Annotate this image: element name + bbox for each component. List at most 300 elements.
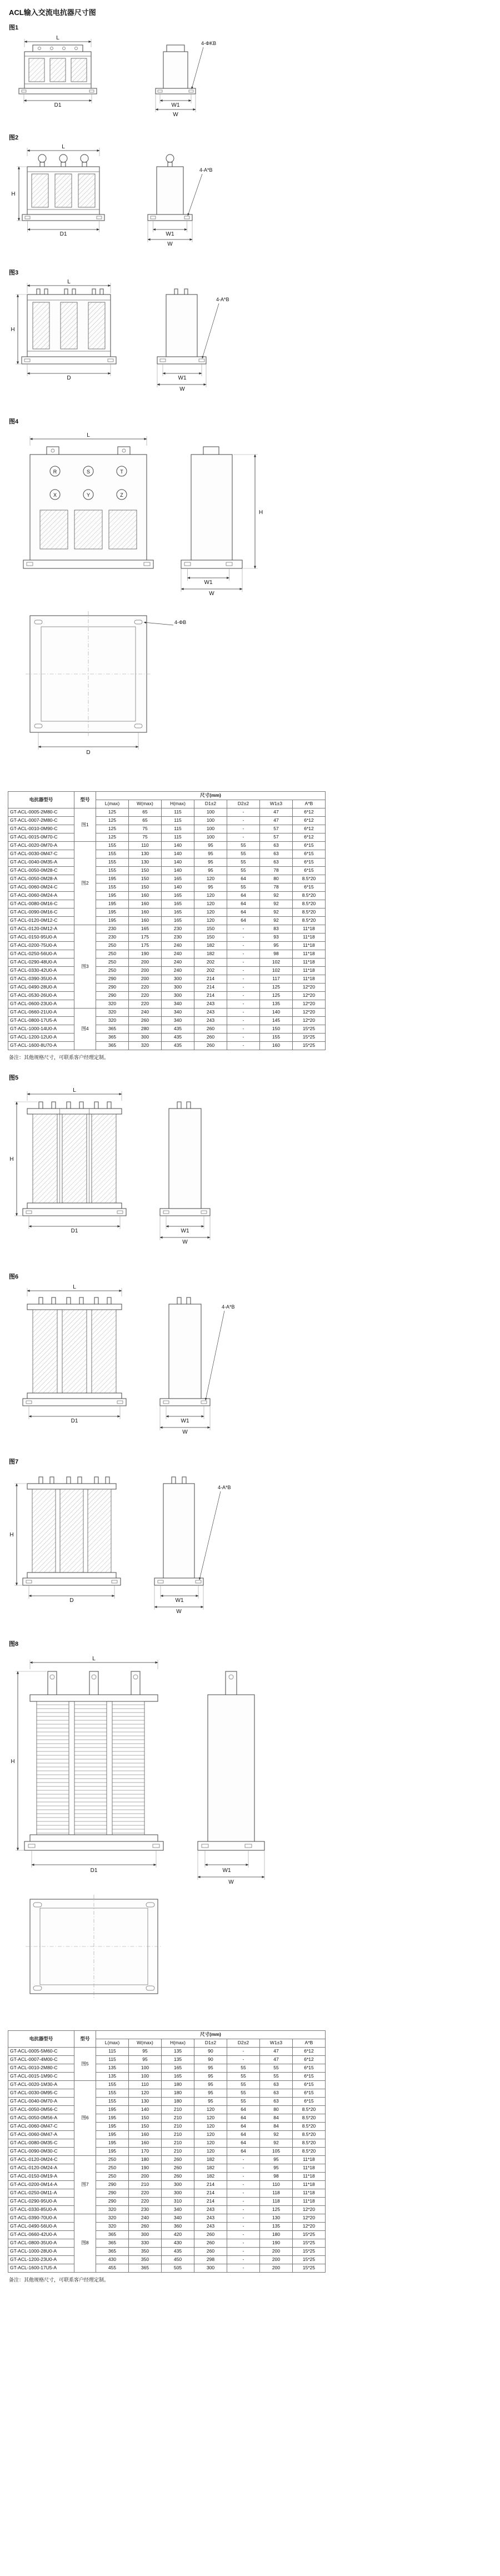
cell-dim: 8.5*20 <box>293 892 326 900</box>
cell-dim: 200 <box>129 2173 162 2181</box>
cell-dim: 150 <box>194 933 227 942</box>
cell-dim: 64 <box>227 892 260 900</box>
cell-model: GT-ACL-0390-35U0-A <box>8 975 74 984</box>
cell-dim: 250 <box>96 967 129 975</box>
table-row <box>8 2214 326 2223</box>
cell-dim: 240 <box>162 942 194 950</box>
table-row <box>8 2198 326 2206</box>
header-dims: 尺寸(mm) <box>96 792 326 800</box>
cell-dim: 64 <box>227 2114 260 2123</box>
cell-dim: 95 <box>194 883 227 892</box>
cell-dim: 250 <box>96 2156 129 2164</box>
cell-dim: - <box>227 933 260 942</box>
cell-dim: - <box>227 2248 260 2256</box>
cell-dim: 260 <box>194 1025 227 1034</box>
cell-dim: 155 <box>96 867 129 875</box>
cell-model: GT-ACL-0005-2M80-C <box>8 808 74 817</box>
cell-dim: - <box>227 2056 260 2064</box>
cell-dim: 47 <box>260 2048 293 2056</box>
cell-dim: - <box>227 2239 260 2248</box>
dim-label-top: L <box>67 279 71 285</box>
cell-dim: 210 <box>162 2131 194 2139</box>
cell-dim: 55 <box>227 2098 260 2106</box>
cell-dim: - <box>227 925 260 933</box>
cell-dim: 8.5*20 <box>293 2139 326 2148</box>
cell-dim: 15*25 <box>293 2248 326 2256</box>
dim-label-top: L <box>87 432 90 438</box>
table-row <box>8 2098 326 2106</box>
dim-label-w1: W1 <box>175 1597 184 1604</box>
cell-dim: 130 <box>129 2098 162 2106</box>
cell-model: GT-ACL-0080-0M16-C <box>8 900 74 908</box>
header-figure: 型号 <box>74 792 96 808</box>
cell-model: GT-ACL-0015-1M90-C <box>8 2073 74 2081</box>
cell-dim: 64 <box>227 2148 260 2156</box>
table-row <box>8 967 326 975</box>
cell-dim: 11*18 <box>293 2156 326 2164</box>
cell-model: GT-ACL-1600-8U70-A <box>8 1042 74 1050</box>
cell-model: GT-ACL-0020-1M30-A <box>8 2081 74 2089</box>
cell-dim: 250 <box>96 958 129 967</box>
table-row <box>8 2064 326 2073</box>
side-view <box>156 41 216 118</box>
cell-dim: 150 <box>129 2123 162 2131</box>
header-dim-col: D2±2 <box>227 2039 260 2048</box>
cell-dim: - <box>227 2264 260 2273</box>
cell-dim: 92 <box>260 908 293 917</box>
cell-dim: 200 <box>260 2256 293 2264</box>
table-row <box>8 892 326 900</box>
cell-dim: 230 <box>96 925 129 933</box>
cell-model: GT-ACL-0020-0M70-A <box>8 842 74 850</box>
cell-dim: 120 <box>194 900 227 908</box>
cell-dim: 64 <box>227 875 260 883</box>
cell-dim: 120 <box>129 2089 162 2098</box>
cell-model: GT-ACL-0390-70U0-A <box>8 2214 74 2223</box>
table-row <box>8 2256 326 2264</box>
cell-dim: 6*12 <box>293 808 326 817</box>
cell-dim: - <box>227 950 260 958</box>
cell-dim: 93 <box>260 933 293 942</box>
cell-figure: 图5 <box>74 2048 96 2081</box>
cell-dim: 290 <box>96 975 129 984</box>
figure-5-section <box>8 1073 500 1266</box>
table-row <box>8 808 326 817</box>
side-view <box>160 1297 235 1435</box>
cell-dim: 135 <box>260 1000 293 1009</box>
cell-dim: 195 <box>96 908 129 917</box>
terminal-label-s: S <box>86 469 91 475</box>
cell-dim: 210 <box>162 2139 194 2148</box>
cell-dim: 95 <box>194 858 227 867</box>
cell-dim: 64 <box>227 917 260 925</box>
cell-model: GT-ACL-0050-0M28-A <box>8 875 74 883</box>
cell-dim: 95 <box>194 2098 227 2106</box>
side-view <box>157 289 229 392</box>
cell-dim: 300 <box>162 2181 194 2189</box>
cell-model: GT-ACL-0040-0M70-A <box>8 2098 74 2106</box>
header-dim-col: W(max) <box>129 2039 162 2048</box>
table-row <box>8 2123 326 2131</box>
cell-dim: 100 <box>194 808 227 817</box>
cell-dim: 420 <box>162 2231 194 2239</box>
cell-dim: 365 <box>96 1025 129 1034</box>
table-row <box>8 2131 326 2139</box>
cell-dim: 505 <box>162 2264 194 2273</box>
dim-label-top: L <box>92 1656 96 1662</box>
front-view <box>9 1477 121 1604</box>
dim-label-left: H <box>11 1759 15 1765</box>
dim-label-left: H <box>11 327 15 333</box>
dim-label-right: H <box>259 510 263 516</box>
cell-dim: 365 <box>129 2264 162 2273</box>
cell-dim: 105 <box>260 2148 293 2156</box>
bottom-view <box>26 611 186 756</box>
cell-dim: 12*20 <box>293 2214 326 2223</box>
cell-dim: 165 <box>129 925 162 933</box>
header-dim-col: H(max) <box>162 2039 194 2048</box>
slot-note: 4-A*B <box>218 1485 231 1490</box>
cell-dim: 115 <box>162 833 194 842</box>
cell-model: GT-ACL-1600-17U5-A <box>8 2264 74 2273</box>
cell-dim: 190 <box>129 950 162 958</box>
cell-dim: 64 <box>227 2106 260 2114</box>
cell-model: GT-ACL-0050-0M56-C <box>8 2106 74 2114</box>
cell-dim: 260 <box>162 2164 194 2173</box>
cell-dim: 125 <box>96 825 129 833</box>
cell-model: GT-ACL-0030-0M95-C <box>8 2089 74 2098</box>
cell-dim: 118 <box>260 2198 293 2206</box>
cell-dim: 98 <box>260 950 293 958</box>
header-dim-col: L(max) <box>96 800 129 808</box>
side-view <box>154 1477 231 1615</box>
cell-dim: 115 <box>96 2056 129 2064</box>
cell-dim: 150 <box>129 867 162 875</box>
front-view <box>11 1656 163 1874</box>
cell-model: GT-ACL-0007-4M00-C <box>8 2056 74 2064</box>
cell-model: GT-ACL-1000-14U0-A <box>8 1025 74 1034</box>
cell-dim: 12*20 <box>293 1009 326 1017</box>
table-row <box>8 2264 326 2273</box>
cell-dim: 195 <box>96 917 129 925</box>
cell-dim: - <box>227 2198 260 2206</box>
table-row <box>8 850 326 858</box>
cell-dim: 214 <box>194 2181 227 2189</box>
cell-dim: 300 <box>129 2231 162 2239</box>
cell-dim: 125 <box>260 2206 293 2214</box>
cell-dim: - <box>227 984 260 992</box>
cell-dim: 165 <box>162 917 194 925</box>
side-view <box>198 1671 264 1885</box>
figure-5-label: 图5 <box>9 1075 19 1081</box>
bottom-view <box>26 1895 162 1998</box>
table-row <box>8 817 326 825</box>
cell-dim: 64 <box>227 2123 260 2131</box>
dim-label-w1: W1 <box>204 580 213 586</box>
dim-label-bottom: D1 <box>90 1868 98 1874</box>
header-dim-col: L(max) <box>96 2039 129 2048</box>
table-row <box>8 2048 326 2056</box>
header-dim-col: A*B <box>293 800 326 808</box>
cell-dim: 340 <box>162 1017 194 1025</box>
cell-dim: 90 <box>194 2048 227 2056</box>
cell-dim: 230 <box>162 933 194 942</box>
figure-8-drawing <box>8 1649 297 2021</box>
cell-model: GT-ACL-0090-0M30-C <box>8 2148 74 2156</box>
side-view <box>160 1102 210 1245</box>
cell-dim: 243 <box>194 2223 227 2231</box>
cell-dim: 110 <box>260 2181 293 2189</box>
table-row <box>8 2139 326 2148</box>
cell-model: GT-ACL-1200-23U0-A <box>8 2256 74 2264</box>
cell-dim: 135 <box>162 2048 194 2056</box>
cell-dim: 195 <box>96 875 129 883</box>
table-row <box>8 2114 326 2123</box>
cell-dim: 6*12 <box>293 2048 326 2056</box>
header-dim-col: W(max) <box>129 800 162 808</box>
cell-dim: 98 <box>260 2173 293 2181</box>
dim-label-w1: W1 <box>178 375 187 381</box>
cell-dim: 220 <box>129 992 162 1000</box>
dimension-table-2 <box>8 2030 326 2273</box>
cell-dim: 230 <box>129 2206 162 2214</box>
table-row <box>8 2173 326 2181</box>
cell-dim: 155 <box>96 858 129 867</box>
cell-model: GT-ACL-0060-0M47-A <box>8 2131 74 2139</box>
cell-dim: 195 <box>96 2131 129 2139</box>
cell-dim: 11*18 <box>293 2164 326 2173</box>
cell-dim: 435 <box>162 1042 194 1050</box>
cell-dim: 12*20 <box>293 992 326 1000</box>
header-dim-col: W1±3 <box>260 2039 293 2048</box>
cell-model: GT-ACL-0007-2M80-C <box>8 817 74 825</box>
cell-dim: 6*15 <box>293 850 326 858</box>
cell-dim: 125 <box>96 833 129 842</box>
cell-dim: 220 <box>129 1000 162 1009</box>
cell-dim: 90 <box>194 2056 227 2064</box>
dimension-table-1 <box>8 791 326 1050</box>
cell-dim: 15*25 <box>293 2231 326 2239</box>
cell-model: GT-ACL-1200-12U0-A <box>8 1034 74 1042</box>
figure-3-drawing <box>8 278 269 411</box>
cell-dim: - <box>227 2256 260 2264</box>
cell-dim: 84 <box>260 2114 293 2123</box>
table-row <box>8 992 326 1000</box>
cell-dim: 180 <box>162 2098 194 2106</box>
cell-dim: 63 <box>260 2081 293 2089</box>
cell-dim: 11*18 <box>293 2198 326 2206</box>
cell-model: GT-ACL-0200-0M14-A <box>8 2181 74 2189</box>
dim-label-w: W <box>176 1609 182 1615</box>
cell-dim: 243 <box>194 2206 227 2214</box>
table-row <box>8 2181 326 2189</box>
table-row <box>8 933 326 942</box>
cell-dim: 8.5*20 <box>293 875 326 883</box>
side-view <box>181 447 263 597</box>
cell-model: GT-ACL-0005-5M60-C <box>8 2048 74 2056</box>
cell-dim: 47 <box>260 808 293 817</box>
figure-1-label: 图1 <box>9 24 19 31</box>
table-row <box>8 1017 326 1025</box>
cell-dim: 190 <box>260 2239 293 2248</box>
cell-dim: 47 <box>260 817 293 825</box>
cell-model: GT-ACL-0120-0M24-A <box>8 2164 74 2173</box>
cell-dim: 57 <box>260 825 293 833</box>
table-row <box>8 1042 326 1050</box>
cell-model: GT-ACL-0250-0M11-A <box>8 2189 74 2198</box>
cell-dim: 260 <box>162 2156 194 2164</box>
front-view <box>11 279 116 381</box>
cell-dim: 140 <box>162 850 194 858</box>
cell-dim: - <box>227 1009 260 1017</box>
cell-dim: 430 <box>96 2256 129 2264</box>
cell-model: GT-ACL-0250-56U0-A <box>8 950 74 958</box>
cell-dim: 12*20 <box>293 1017 326 1025</box>
cell-dim: 8.5*20 <box>293 917 326 925</box>
cell-dim: 365 <box>96 1034 129 1042</box>
table-row <box>8 917 326 925</box>
cell-dim: 435 <box>162 1025 194 1034</box>
table-row <box>8 900 326 908</box>
cell-dim: 300 <box>162 975 194 984</box>
dim-label-w1: W1 <box>181 1228 189 1234</box>
cell-dim: 260 <box>194 2231 227 2239</box>
cell-dim: 260 <box>162 2173 194 2181</box>
cell-dim: 55 <box>227 2089 260 2098</box>
header-dim-col: A*B <box>293 2039 326 2048</box>
table-row <box>8 2248 326 2256</box>
cell-dim: 115 <box>162 808 194 817</box>
cell-dim: 230 <box>162 925 194 933</box>
cell-dim: 190 <box>129 2164 162 2173</box>
table-row <box>8 1034 326 1042</box>
cell-dim: 75 <box>129 825 162 833</box>
cell-model: GT-ACL-0120-0M12-A <box>8 925 74 933</box>
cell-dim: 8.5*20 <box>293 908 326 917</box>
cell-dim: 63 <box>260 858 293 867</box>
cell-dim: 140 <box>260 1009 293 1017</box>
table-body <box>8 808 326 1050</box>
cell-dim: 202 <box>194 967 227 975</box>
cell-dim: 150 <box>129 883 162 892</box>
cell-dim: 455 <box>96 2264 129 2273</box>
cell-dim: 55 <box>227 2073 260 2081</box>
cell-dim: 125 <box>260 984 293 992</box>
table-row <box>8 1009 326 1017</box>
cell-dim: 15*25 <box>293 2239 326 2248</box>
cell-dim: 92 <box>260 900 293 908</box>
dim-label-left: H <box>9 1532 14 1538</box>
figure-6-section <box>8 1272 500 1451</box>
cell-dim: - <box>227 833 260 842</box>
terminal-label-x: X <box>53 492 57 498</box>
cell-dim: 290 <box>96 2198 129 2206</box>
table-row <box>8 2239 326 2248</box>
table-header <box>8 792 326 808</box>
cell-dim: 340 <box>162 2214 194 2223</box>
cell-dim: 100 <box>129 2064 162 2073</box>
cell-model: GT-ACL-0660-42U0-A <box>8 2231 74 2239</box>
cell-dim: 320 <box>96 1009 129 1017</box>
cell-dim: 365 <box>96 1042 129 1050</box>
cell-dim: 92 <box>260 892 293 900</box>
dim-label-top: L <box>56 35 59 41</box>
cell-dim: 6*12 <box>293 833 326 842</box>
table-row <box>8 2089 326 2098</box>
cell-dim: 95 <box>194 2073 227 2081</box>
cell-dim: 200 <box>129 958 162 967</box>
terminal-label-r: R <box>53 469 57 475</box>
cell-model: GT-ACL-0010-0M90-C <box>8 825 74 833</box>
cell-model: GT-ACL-0120-0M24-C <box>8 2156 74 2164</box>
dim-label-w: W <box>167 241 173 247</box>
cell-dim: 135 <box>260 2223 293 2231</box>
cell-dim: 182 <box>194 950 227 958</box>
slot-note: 4-A*B <box>222 1304 235 1310</box>
terminal-label-z: Z <box>120 492 123 498</box>
cell-dim: 6*15 <box>293 2089 326 2098</box>
cell-dim: 6*15 <box>293 842 326 850</box>
cell-model: GT-ACL-0080-0M35-C <box>8 2139 74 2148</box>
figure-1-section <box>8 23 500 127</box>
cell-dim: 15*25 <box>293 2256 326 2264</box>
dim-label-bottom: D1 <box>71 1228 78 1234</box>
cell-dim: 100 <box>194 825 227 833</box>
cell-dim: 8.5*20 <box>293 2131 326 2139</box>
dim-label-bottom: D1 <box>71 1418 78 1424</box>
cell-figure: 图7 <box>74 2156 96 2214</box>
cell-dim: - <box>227 2231 260 2239</box>
cell-dim: 260 <box>129 1017 162 1025</box>
cell-dim: 12*20 <box>293 2223 326 2231</box>
cell-dim: 125 <box>260 992 293 1000</box>
cell-model: GT-ACL-0330-42U0-A <box>8 967 74 975</box>
cell-dim: 175 <box>129 942 162 950</box>
cell-dim: 12*20 <box>293 984 326 992</box>
cell-dim: - <box>227 942 260 950</box>
table-row <box>8 2073 326 2081</box>
cell-model: GT-ACL-0150-0M19-A <box>8 2173 74 2181</box>
cell-dim: 210 <box>129 2181 162 2189</box>
cell-dim: 200 <box>129 967 162 975</box>
dim-label-w1: W1 <box>166 231 174 237</box>
side-view <box>148 154 213 247</box>
cell-dim: 115 <box>162 817 194 825</box>
cell-dim: 95 <box>260 2156 293 2164</box>
table-row <box>8 2223 326 2231</box>
cell-dim: 260 <box>129 2223 162 2231</box>
cell-dim: 160 <box>129 2131 162 2139</box>
figure-6-drawing <box>8 1282 269 1451</box>
cell-dim: 195 <box>96 2123 129 2131</box>
cell-dim: 290 <box>96 992 129 1000</box>
cell-dim: 240 <box>162 950 194 958</box>
cell-dim: 57 <box>260 833 293 842</box>
cell-dim: 214 <box>194 992 227 1000</box>
figure-3-label: 图3 <box>9 269 19 276</box>
cell-dim: 350 <box>129 2256 162 2264</box>
dim-label-w1: W1 <box>222 1868 231 1874</box>
cell-dim: 182 <box>194 2173 227 2181</box>
cell-dim: - <box>227 992 260 1000</box>
cell-dim: 160 <box>129 917 162 925</box>
dim-label-w1: W1 <box>171 102 180 108</box>
cell-dim: 180 <box>162 2081 194 2089</box>
cell-dim: - <box>227 2164 260 2173</box>
header-model: 电抗器型号 <box>8 792 74 808</box>
cell-dim: 120 <box>194 908 227 917</box>
cell-dim: 6*12 <box>293 817 326 825</box>
